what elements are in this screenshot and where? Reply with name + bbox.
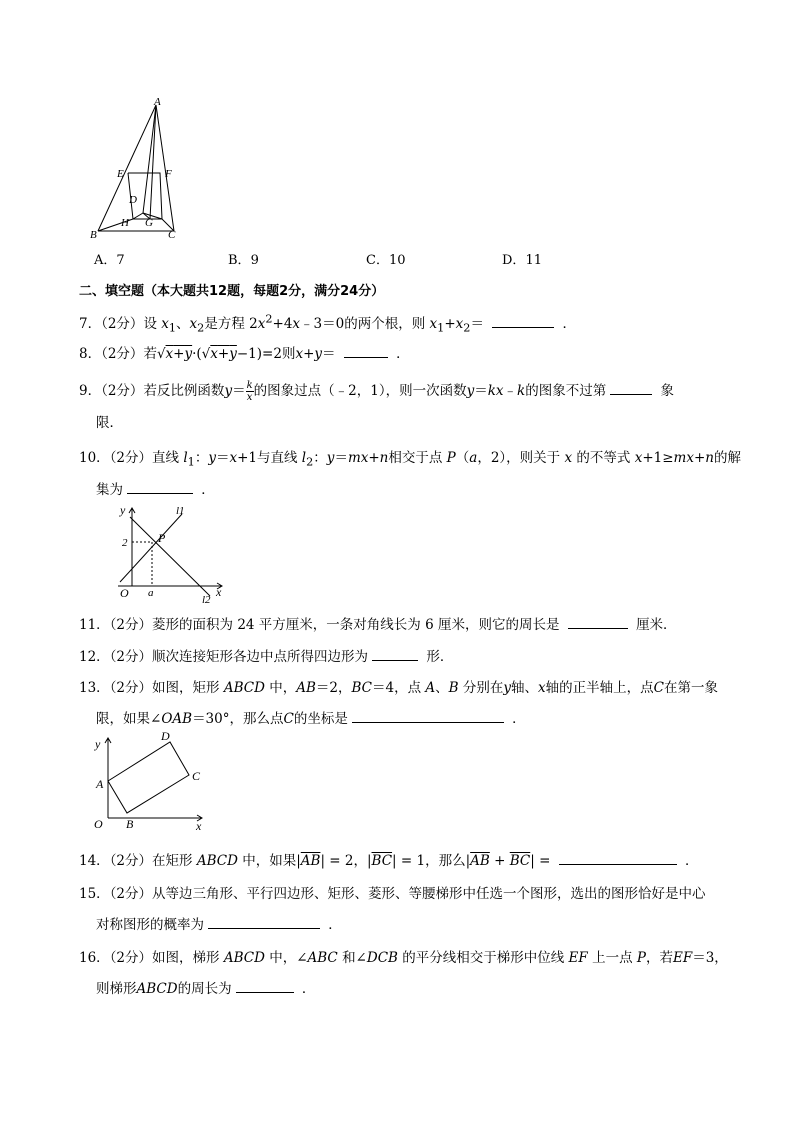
- label-E: E: [117, 168, 124, 180]
- question-11: 11．（2分）菱形的面积为 24 平方厘米，一条对角线长为 6 厘米，则它的周长是 厘米．: [79, 617, 677, 633]
- label-l1: l1: [176, 505, 185, 517]
- label-l2: l2: [202, 594, 211, 606]
- label-A: A: [154, 96, 161, 108]
- answer-blank-16[interactable]: [236, 979, 294, 993]
- label-x: x: [196, 819, 202, 833]
- question-9: 9．（2分）若反比例函数y＝ $\frac{k}{x}$ 的图象过点（﹣2，1），则一次函数y＝kx﹣k的图象不过第 象: [79, 380, 674, 403]
- label-H: H: [121, 217, 129, 229]
- label-y: y: [120, 503, 126, 517]
- answer-blank-7[interactable]: [492, 314, 554, 328]
- label-F: F: [165, 168, 172, 180]
- choice-a[interactable]: A．7: [94, 253, 125, 268]
- answer-blank-15[interactable]: [208, 915, 320, 929]
- question-7: 7．（2分）设 $x_1$、$x_2$是方程 $2x^2+4x﹣3=0$的两个根，则 $x_1+x_2=$ ．: [79, 312, 577, 335]
- question-13: 13．（2分）如图，矩形 ABCD 中，AB＝2，BC＝4，点 A、B 分别在y轴、x轴的正半轴上，点C在第一象: [79, 680, 718, 696]
- answer-blank-10[interactable]: [127, 480, 193, 494]
- label-P: P: [158, 531, 166, 545]
- rectangle-figure: [90, 726, 210, 836]
- question-9-cont: 限．: [96, 415, 123, 431]
- question-13-cont: 限，如果∠OAB＝30°，那么点C的坐标是 ．: [96, 711, 526, 727]
- label-C: C: [192, 769, 201, 783]
- label-O: O: [94, 817, 103, 831]
- question-16: 16．（2分）如图，梯形 ABCD 中，∠ABC 和∠DCB 的平分线相交于梯形中位线 EF 上一点 P，若EF＝3，: [79, 950, 728, 966]
- label-G: G: [145, 217, 153, 229]
- choice-d[interactable]: D．11: [502, 253, 542, 268]
- label-x: x: [216, 585, 222, 599]
- choice-c[interactable]: C．10: [366, 253, 406, 268]
- line-graph-figure: [110, 500, 230, 606]
- question-14: 14．（2分）在矩形 ABCD 中，如果$|\overline{AB}| = 2$，$|\overline{BC}| = 1$，那么$|\overline{AB} + \overline{BC}|$ = ．: [79, 853, 699, 869]
- label-a: a: [148, 587, 154, 599]
- question-16-cont: 则梯形ABCD的周长为 ．: [96, 981, 316, 997]
- section-title: 二、填空题（本大题共12题，每题2分，满分24分）: [79, 284, 385, 299]
- question-10: 10．（2分）直线 $l_1$：y＝x+1与直线 $l_2$：y＝mx+n相交于点 P（a，2），则关于 x 的不等式 x+1≥mx+n的解: [79, 450, 741, 469]
- question-8: 8．（2分）若√x+y·(√x+y−1)=2则x+y＝ ．: [79, 346, 410, 362]
- choice-b[interactable]: B．9: [228, 253, 259, 268]
- question-15-cont: 对称图形的概率为 ．: [96, 917, 342, 933]
- answer-blank-12[interactable]: [372, 647, 418, 661]
- answer-blank-9[interactable]: [610, 381, 652, 395]
- question-12: 12．（2分）顺次连接矩形各边中点所得四边形为 形．: [79, 649, 454, 665]
- answer-blank-13[interactable]: [352, 709, 504, 723]
- triangle-figure: [88, 95, 188, 245]
- label-C: C: [168, 229, 176, 241]
- label-2: 2: [122, 537, 128, 549]
- question-15: 15．（2分）从等边三角形、平行四边形、矩形、菱形、等腰梯形中任选一个图形，选出的图形恰好是中心: [79, 886, 706, 902]
- label-A: A: [96, 777, 104, 791]
- label-B: B: [126, 817, 134, 831]
- label-D: D: [129, 194, 137, 206]
- answer-blank-8[interactable]: [344, 344, 388, 358]
- question-10-cont: 集为 ．: [96, 482, 215, 498]
- answer-blank-14[interactable]: [559, 851, 677, 865]
- label-B: B: [90, 229, 97, 241]
- label-y: y: [95, 737, 101, 751]
- label-O: O: [120, 586, 129, 600]
- label-D: D: [161, 729, 170, 743]
- answer-blank-11[interactable]: [568, 615, 628, 629]
